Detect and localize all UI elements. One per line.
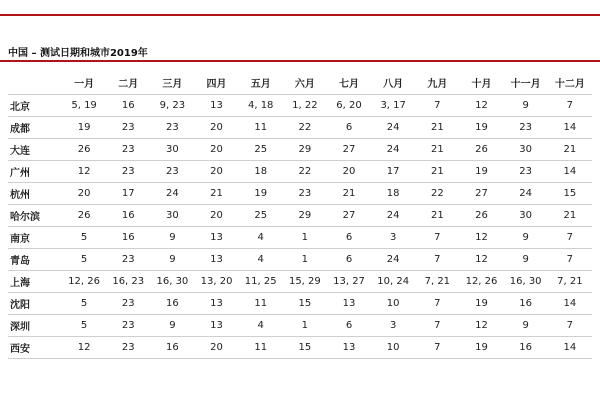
date-cell: 1	[283, 249, 327, 271]
table-row	[8, 271, 592, 293]
date-cell: 7	[415, 293, 459, 315]
date-cell: 19	[459, 293, 503, 315]
city-name: 深圳	[8, 315, 62, 337]
date-cell: 17	[106, 183, 150, 205]
date-cell: 20	[194, 205, 238, 227]
date-cell: 12, 26	[62, 271, 106, 293]
date-cell: 9	[150, 315, 194, 337]
date-cell: 20	[327, 161, 371, 183]
date-cell: 16	[150, 293, 194, 315]
date-cell: 19	[459, 337, 503, 359]
date-cell: 18	[239, 161, 283, 183]
date-cell: 1	[283, 315, 327, 337]
date-cell: 24	[150, 183, 194, 205]
date-cell: 16	[106, 95, 150, 117]
date-cell: 6, 20	[327, 95, 371, 117]
date-cell: 21	[415, 205, 459, 227]
date-cell: 16, 30	[504, 271, 548, 293]
month-header: 一月	[74, 78, 95, 90]
date-cell: 29	[283, 205, 327, 227]
date-cell: 14	[548, 161, 592, 183]
table-row	[8, 337, 592, 359]
date-cell: 24	[371, 249, 415, 271]
date-cell: 11, 25	[239, 271, 283, 293]
date-cell: 12	[459, 227, 503, 249]
date-cell: 6	[327, 227, 371, 249]
city-header	[8, 70, 62, 95]
date-cell: 16	[106, 205, 150, 227]
date-cell: 20	[194, 161, 238, 183]
date-cell: 16	[504, 337, 548, 359]
date-cell: 23	[150, 161, 194, 183]
date-cell: 13, 27	[327, 271, 371, 293]
date-cell: 15, 29	[283, 271, 327, 293]
date-cell: 16	[106, 227, 150, 249]
date-cell: 6	[327, 315, 371, 337]
month-header: 十二月	[554, 78, 585, 90]
date-cell: 13	[194, 293, 238, 315]
date-cell: 20	[194, 337, 238, 359]
table-row	[8, 293, 592, 315]
table-row	[8, 139, 592, 161]
date-cell: 30	[504, 205, 548, 227]
date-cell: 16	[504, 293, 548, 315]
table-row	[8, 95, 592, 117]
date-cell: 29	[283, 139, 327, 161]
table-row	[8, 161, 592, 183]
date-cell: 11	[239, 337, 283, 359]
month-header: 二月	[118, 78, 139, 90]
date-cell: 24	[371, 117, 415, 139]
date-cell: 7	[548, 95, 592, 117]
date-cell: 21	[548, 139, 592, 161]
date-cell: 18	[371, 183, 415, 205]
date-cell: 9	[504, 249, 548, 271]
date-cell: 23	[106, 315, 150, 337]
city-name: 广州	[8, 161, 62, 183]
date-cell: 13	[194, 315, 238, 337]
date-cell: 24	[504, 183, 548, 205]
date-cell: 20	[194, 117, 238, 139]
date-cell: 9	[150, 227, 194, 249]
date-cell: 7	[415, 337, 459, 359]
month-header: 七月	[339, 78, 360, 90]
date-cell: 12	[62, 337, 106, 359]
page-title: 中国 – 测试日期和城市2019年	[8, 48, 148, 59]
date-cell: 16	[150, 337, 194, 359]
date-cell: 24	[371, 205, 415, 227]
date-cell: 23	[106, 293, 150, 315]
date-cell: 3	[371, 227, 415, 249]
date-cell: 25	[239, 139, 283, 161]
date-cell: 3, 17	[371, 95, 415, 117]
date-cell: 13	[194, 95, 238, 117]
date-cell: 11	[239, 293, 283, 315]
date-cell: 7	[415, 315, 459, 337]
date-cell: 7	[415, 95, 459, 117]
date-cell: 5, 19	[62, 95, 106, 117]
date-cell: 6	[327, 117, 371, 139]
date-cell: 13, 20	[194, 271, 238, 293]
date-cell: 10	[371, 337, 415, 359]
date-cell: 7	[415, 227, 459, 249]
date-cell: 27	[327, 139, 371, 161]
date-cell: 21	[415, 117, 459, 139]
date-cell: 12, 26	[459, 271, 503, 293]
date-cell: 7, 21	[548, 271, 592, 293]
date-cell: 20	[62, 183, 106, 205]
table-row	[8, 205, 592, 227]
city-name: 杭州	[8, 183, 62, 205]
date-cell: 11	[239, 117, 283, 139]
date-cell: 1, 22	[283, 95, 327, 117]
date-cell: 5	[62, 249, 106, 271]
date-cell: 7	[548, 315, 592, 337]
date-cell: 7	[548, 227, 592, 249]
date-cell: 21	[415, 161, 459, 183]
date-cell: 15	[548, 183, 592, 205]
date-cell: 3	[371, 315, 415, 337]
table-row	[8, 117, 592, 139]
date-cell: 4, 18	[239, 95, 283, 117]
date-cell: 5	[62, 227, 106, 249]
city-name: 大连	[8, 139, 62, 161]
month-header: 九月	[427, 78, 448, 90]
header-row	[8, 70, 592, 95]
date-cell: 9	[504, 315, 548, 337]
date-cell: 9	[150, 249, 194, 271]
date-cell: 21	[194, 183, 238, 205]
date-cell: 21	[415, 139, 459, 161]
city-name: 沈阳	[8, 293, 62, 315]
date-cell: 22	[283, 161, 327, 183]
city-name: 哈尔滨	[8, 205, 62, 227]
date-cell: 9	[504, 227, 548, 249]
date-cell: 7	[415, 249, 459, 271]
date-cell: 13	[327, 293, 371, 315]
date-cell: 22	[283, 117, 327, 139]
date-cell: 6	[327, 249, 371, 271]
city-name: 北京	[8, 95, 62, 117]
date-cell: 5	[62, 315, 106, 337]
date-cell: 27	[459, 183, 503, 205]
date-cell: 14	[548, 337, 592, 359]
date-cell: 23	[504, 117, 548, 139]
date-cell: 14	[548, 117, 592, 139]
date-cell: 26	[459, 139, 503, 161]
city-name: 南京	[8, 227, 62, 249]
date-cell: 23	[106, 161, 150, 183]
date-cell: 23	[150, 117, 194, 139]
date-cell: 20	[194, 139, 238, 161]
date-cell: 25	[239, 205, 283, 227]
date-cell: 30	[150, 205, 194, 227]
table-row	[8, 227, 592, 249]
city-name: 青岛	[8, 249, 62, 271]
date-cell: 10, 24	[371, 271, 415, 293]
date-cell: 23	[106, 117, 150, 139]
month-header: 十月	[471, 78, 492, 90]
date-cell: 12	[459, 95, 503, 117]
date-cell: 23	[106, 249, 150, 271]
date-cell: 26	[62, 139, 106, 161]
date-cell: 23	[504, 161, 548, 183]
date-cell: 12	[459, 315, 503, 337]
date-cell: 10	[371, 293, 415, 315]
date-cell: 26	[62, 205, 106, 227]
date-cell: 4	[239, 315, 283, 337]
date-cell: 12	[459, 249, 503, 271]
date-cell: 12	[62, 161, 106, 183]
title-divider	[0, 60, 600, 62]
date-cell: 15	[283, 337, 327, 359]
date-cell: 13	[194, 249, 238, 271]
date-cell: 17	[371, 161, 415, 183]
date-cell: 13	[327, 337, 371, 359]
date-cell: 5	[62, 293, 106, 315]
date-cell: 19	[239, 183, 283, 205]
top-divider	[0, 14, 600, 16]
date-cell: 4	[239, 227, 283, 249]
table-row	[8, 183, 592, 205]
date-cell: 24	[371, 139, 415, 161]
date-cell: 15	[283, 293, 327, 315]
date-cell: 19	[62, 117, 106, 139]
date-cell: 16, 30	[150, 271, 194, 293]
date-cell: 7	[548, 249, 592, 271]
city-name: 西安	[8, 337, 62, 359]
month-header: 八月	[383, 78, 404, 90]
date-cell: 30	[504, 139, 548, 161]
city-name: 上海	[8, 271, 62, 293]
date-cell: 7, 21	[415, 271, 459, 293]
date-cell: 23	[106, 337, 150, 359]
date-cell: 9, 23	[150, 95, 194, 117]
date-cell: 23	[283, 183, 327, 205]
date-cell: 9	[504, 95, 548, 117]
date-cell: 21	[548, 205, 592, 227]
date-cell: 27	[327, 205, 371, 227]
month-header: 五月	[250, 78, 271, 90]
month-header: 六月	[294, 78, 315, 90]
month-header: 三月	[162, 78, 183, 90]
month-header: 四月	[206, 78, 227, 90]
date-cell: 26	[459, 205, 503, 227]
date-cell: 23	[106, 139, 150, 161]
month-header: 十一月	[510, 78, 541, 90]
date-cell: 14	[548, 293, 592, 315]
date-cell: 19	[459, 117, 503, 139]
date-cell: 16, 23	[106, 271, 150, 293]
table-row	[8, 249, 592, 271]
date-cell: 30	[150, 139, 194, 161]
table-row	[8, 315, 592, 337]
date-cell: 13	[194, 227, 238, 249]
date-cell: 4	[239, 249, 283, 271]
date-cell: 22	[415, 183, 459, 205]
date-cell: 21	[327, 183, 371, 205]
date-cell: 19	[459, 161, 503, 183]
city-name: 成都	[8, 117, 62, 139]
date-cell: 1	[283, 227, 327, 249]
test-dates-table	[8, 70, 592, 359]
